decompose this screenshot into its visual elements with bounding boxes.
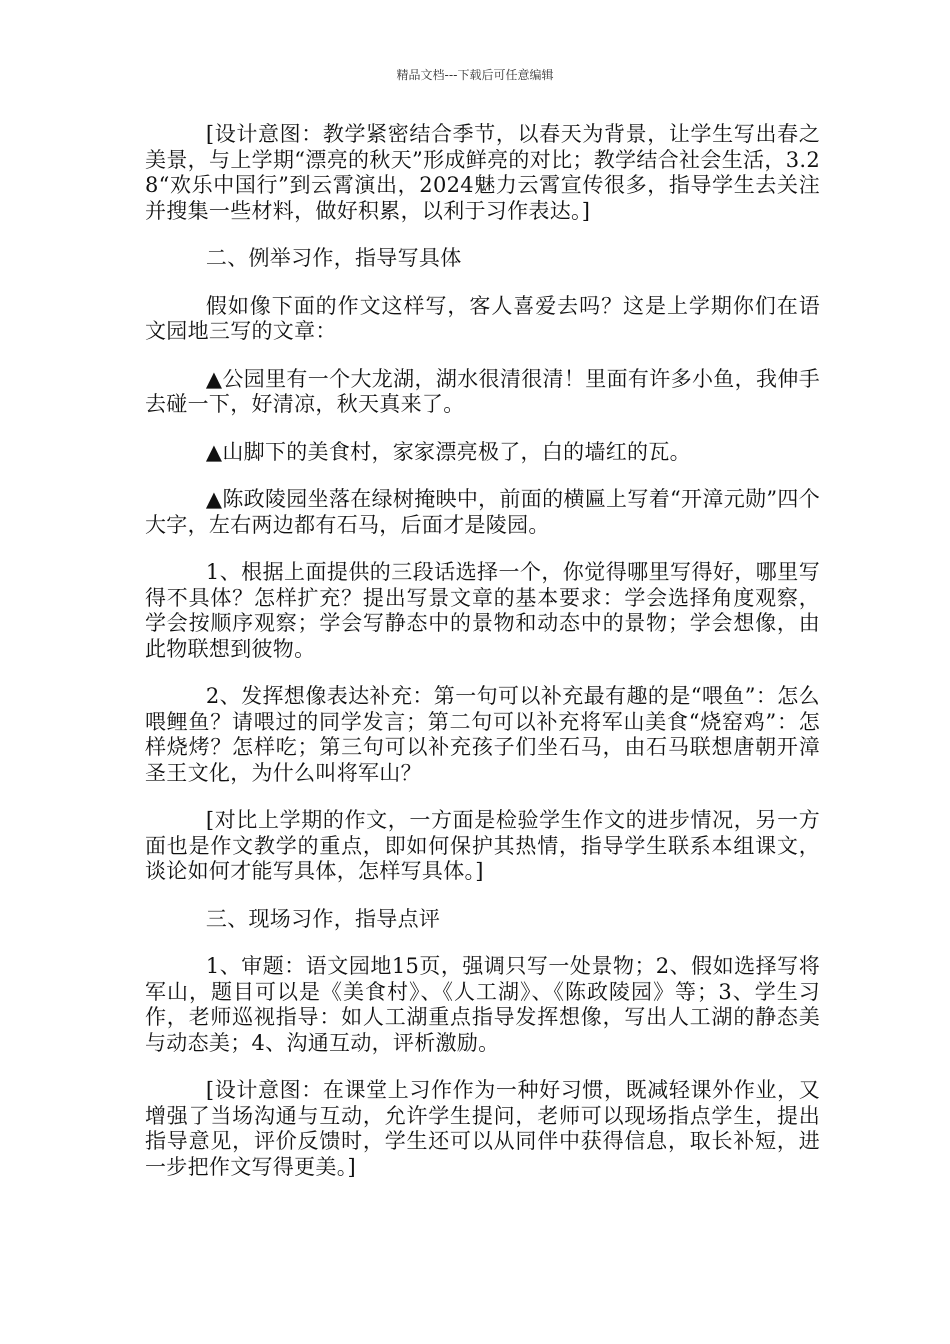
- example-paragraph-3: ▲陈政陵园坐落在绿树掩映中，前面的横匾上写着“开漳元勋”四个大字，左右两边都有石马，后面才是陵园。: [145, 487, 820, 537]
- instruction-paragraph-1: 1、根据上面提供的三段话选择一个，你觉得哪里写得好，哪里写得不具体？怎样扩充？提出写景文章的基本要求：学会选择角度观察，学会按顺序观察；学会写静态中的景物和动态中的景物；学会想像，由此物联想到彼物。: [145, 560, 820, 661]
- section-heading-2: 二、例举习作，指导写具体: [205, 246, 462, 270]
- section-heading-3: 三、现场习作，指导点评: [205, 906, 441, 931]
- document-body: [145, 122, 820, 1202]
- design-intent-paragraph-1: [设计意图：教学紧密结合季节，以春天为背景，让学生写出春之美景，与上学期“漂亮的秋天”形成鲜亮的对比；教学结合社会生活，3.28“欢乐中国行”到云霄演出，2024魅力云霄宣传很多，指导学生去关注并搜集一些材料，做好积累，以利于习作表达。]: [145, 122, 820, 223]
- onsite-writing-paragraph: 1、审题：语文园地15页，强调只写一处景物；2、假如选择写将军山，题目可以是《美食村》、《人工湖》、《陈政陵园》等；3、学生习作，老师巡视指导：如人工湖重点指导发挥想像，写出人工湖的静态美与动态美；4、沟通互动，评析激励。: [145, 954, 820, 1055]
- comparison-paragraph: [对比上学期的作文，一方面是检验学生作文的进步情况，另一方面也是作文教学的重点，即如何保护其热情，指导学生联系本组课文，谈论如何才能写具体，怎样写具体。]: [145, 808, 820, 883]
- instruction-paragraph-2: 2、发挥想像表达补充：第一句可以补充最有趣的是“喂鱼”：怎么喂鲤鱼？请喂过的同学发言；第二句可以补充将军山美食“烧窑鸡”：怎样烧烤？怎样吃；第三句可以补充孩子们坐石马，由石马联想唐朝开漳圣王文化，为什么叫将军山？: [145, 684, 820, 785]
- page-header: 精品文档---下载后可任意编辑: [396, 68, 554, 82]
- example-paragraph-1: ▲公园里有一个大龙湖，湖水很清很清！里面有许多小鱼，我伸手去碰一下，好清凉，秋天真来了。: [145, 366, 820, 416]
- intro-paragraph: 假如像下面的作文这样写，客人喜爱去吗？这是上学期你们在语文园地三写的文章：: [145, 293, 820, 343]
- design-intent-paragraph-2: [设计意图：在课堂上习作作为一种好习惯，既减轻课外作业，又增强了当场沟通与互动，允许学生提问，老师可以现场指点学生，提出指导意见，评价反馈时，学生还可以从同伴中获得信息，取长补短，进一步把作文写得更美。]: [145, 1078, 820, 1179]
- example-paragraph-2: ▲山脚下的美食村，家家漂亮极了，白的墙红的瓦。: [205, 439, 691, 464]
